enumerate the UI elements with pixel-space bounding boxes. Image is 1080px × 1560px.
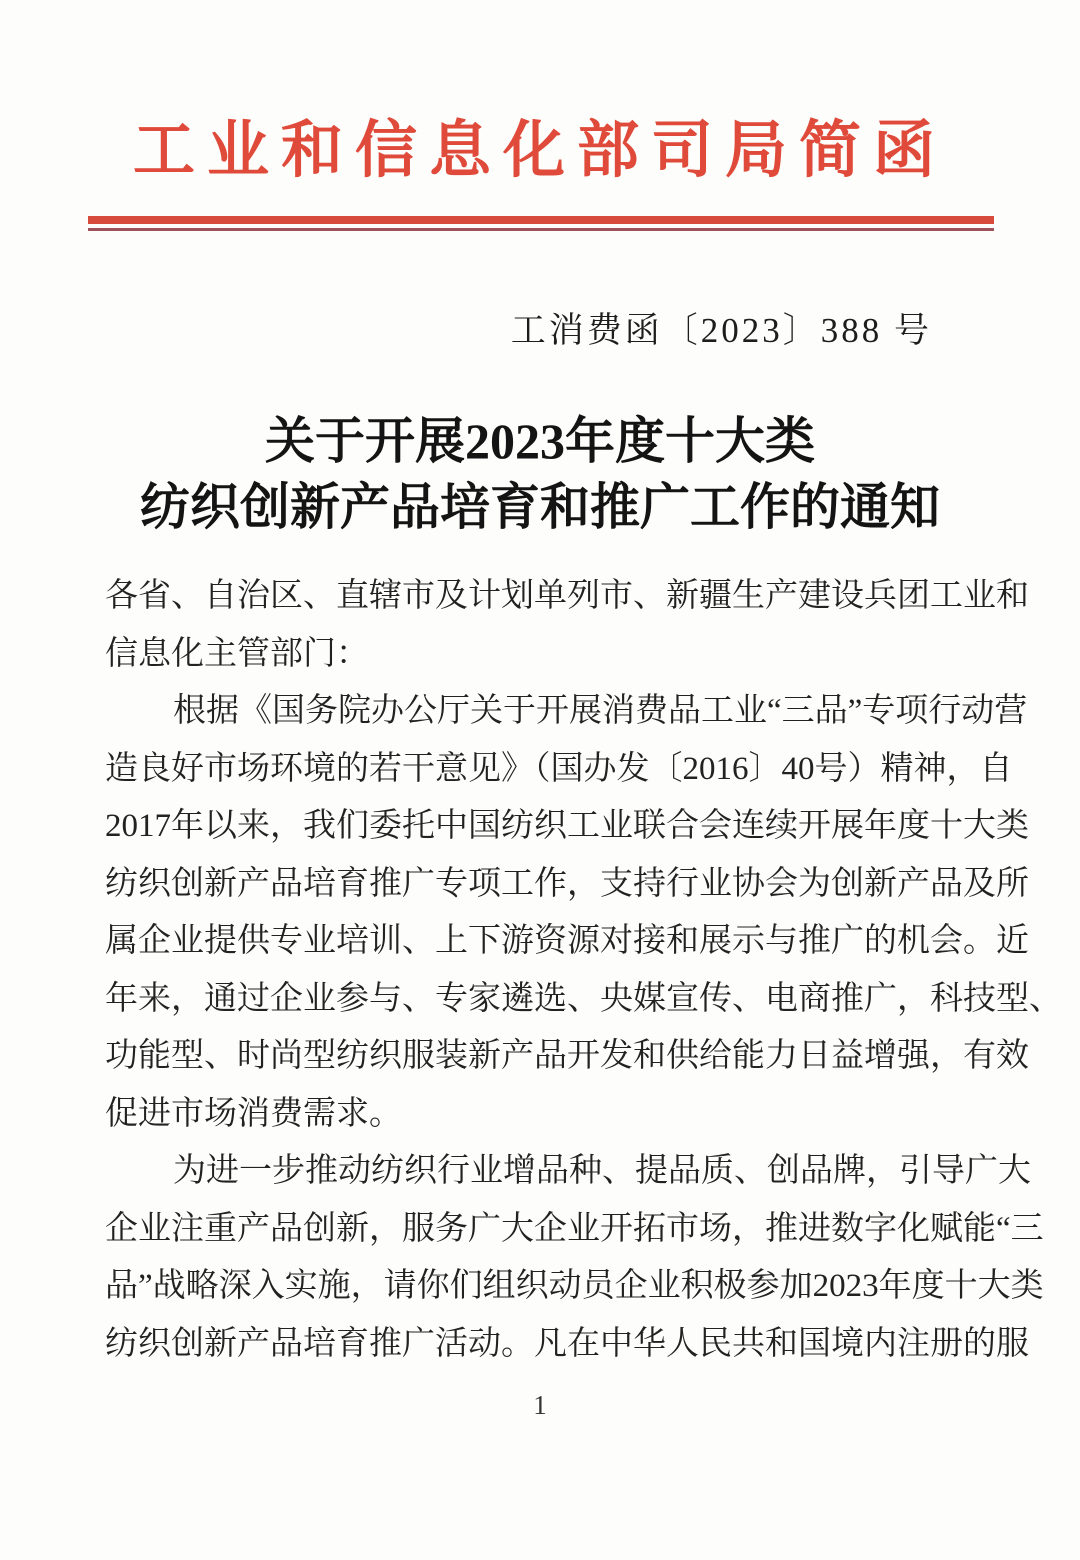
body-text-line: 各省、自治区、直辖市及计划单列市、新疆生产建设兵团工业和 (105, 578, 1029, 614)
document-title-line2: 纺织创新产品培育和推广工作的通知 (140, 479, 940, 535)
body-text-line: 功能型、时尚型纺织服装新产品开发和供给能力日益增强，有效 (105, 1038, 1029, 1074)
body-text-line: 造良好市场环境的若干意见》（国办发〔2016〕40号）精神，自 (105, 750, 1013, 787)
body-text-line: 企业注重产品创新，服务广大企业开拓市场，推进数字化赋能“三 (105, 1210, 1044, 1247)
letterhead-divider (88, 216, 994, 231)
document-body (105, 568, 1062, 1373)
body-text-line: 信息化主管部门： (105, 635, 369, 672)
body-text-line: 纺织创新产品培育推广活动。凡在中华人民共和国境内注册的服 (105, 1325, 1029, 1362)
document-title-line1: 关于开展2023年度十大类 (265, 413, 815, 469)
body-text-line: 品”战略深入实施，请你们组织动员企业积极参加2023年度十大类 (105, 1268, 1044, 1304)
body-text-line: 促进市场消费需求。 (105, 1095, 402, 1132)
document-title (0, 408, 1080, 540)
body-text-line: 为进一步推动纺织行业增品种、提品质、创品牌，引导广大 (173, 1153, 1031, 1189)
divider-thick-line (88, 216, 994, 224)
body-text-line: 年来，通过企业参与、专家遴选、央媒宣传、电商推广，科技型、 (105, 980, 1062, 1017)
body-text-line: 2017年以来，我们委托中国纺织工业联合会连续开展年度十大类 (105, 808, 1029, 844)
document-number: 工消费函〔2023〕388 号 (510, 311, 932, 350)
page-number: 1 (533, 1390, 547, 1420)
divider-thin-line (88, 228, 994, 231)
body-text-line: 纺织创新产品培育推广专项工作，支持行业协会为创新产品及所 (105, 865, 1029, 902)
letterhead-title: 工业和信息化部司局简函 (132, 117, 947, 185)
body-text-line: 属企业提供专业培训、上下游资源对接和展示与推广的机会。近 (105, 923, 1029, 959)
body-text-line: 根据《国务院办公厅关于开展消费品工业“三品”专项行动营 (173, 693, 1028, 729)
